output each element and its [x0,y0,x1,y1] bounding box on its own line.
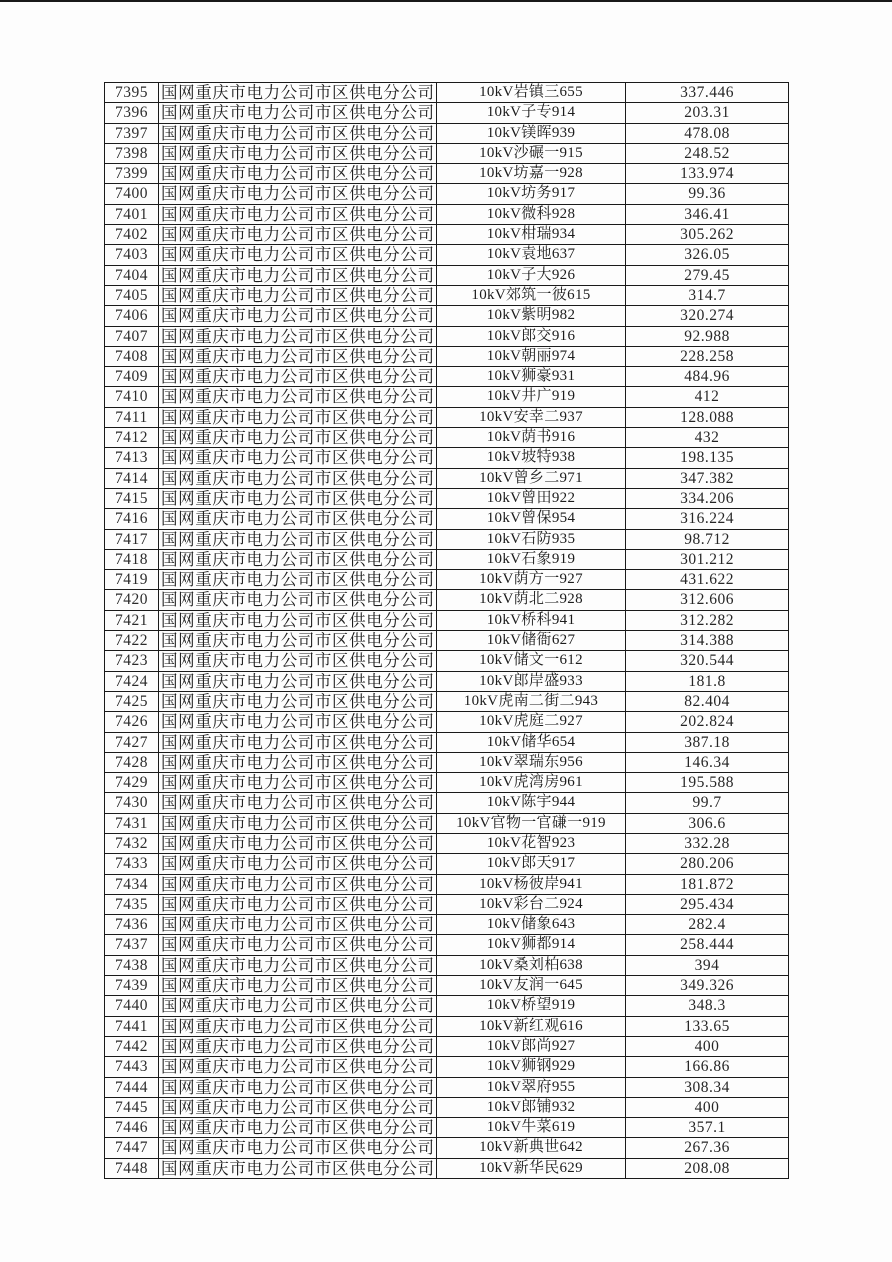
company-name-cell: 国网重庆市电力公司市区供电分公司 [159,894,437,914]
company-name-cell: 国网重庆市电力公司市区供电分公司 [159,123,437,143]
company-name-cell: 国网重庆市电力公司市区供电分公司 [159,773,437,793]
row-id-cell: 7412 [105,428,159,448]
row-id-cell: 7407 [105,326,159,346]
value-cell: 431.622 [626,570,789,590]
line-name-cell: 10kV陈宇944 [437,793,626,813]
company-name-cell: 国网重庆市电力公司市区供电分公司 [159,245,437,265]
company-name-cell: 国网重庆市电力公司市区供电分公司 [159,225,437,245]
row-id-cell: 7398 [105,143,159,163]
table-row [105,691,789,711]
company-name-cell: 国网重庆市电力公司市区供电分公司 [159,428,437,448]
line-name-cell: 10kV官物一官磏一919 [437,813,626,833]
company-name-cell: 国网重庆市电力公司市区供电分公司 [159,367,437,387]
value-cell: 348.3 [626,996,789,1016]
row-id-cell: 7400 [105,184,159,204]
value-cell: 133.974 [626,164,789,184]
value-cell: 166.86 [626,1057,789,1077]
row-id-cell: 7429 [105,773,159,793]
company-name-cell: 国网重庆市电力公司市区供电分公司 [159,103,437,123]
row-id-cell: 7405 [105,285,159,305]
company-name-cell: 国网重庆市电力公司市区供电分公司 [159,488,437,508]
line-name-cell: 10kV新红观616 [437,1016,626,1036]
line-name-cell: 10kV沙碾一915 [437,143,626,163]
line-name-cell: 10kV坊嘉一928 [437,164,626,184]
table-row [105,245,789,265]
line-name-cell: 10kV郎天917 [437,854,626,874]
table-row [105,407,789,427]
company-name-cell: 国网重庆市电力公司市区供电分公司 [159,833,437,853]
value-cell: 394 [626,955,789,975]
company-name-cell: 国网重庆市电力公司市区供电分公司 [159,83,437,103]
row-id-cell: 7445 [105,1097,159,1117]
table-row [105,1097,789,1117]
line-name-cell: 10kV安幸二937 [437,407,626,427]
value-cell: 202.824 [626,712,789,732]
row-id-cell: 7399 [105,164,159,184]
row-id-cell: 7421 [105,610,159,630]
value-cell: 312.606 [626,590,789,610]
line-name-cell: 10kV狮豪931 [437,367,626,387]
value-cell: 478.08 [626,123,789,143]
value-cell: 484.96 [626,367,789,387]
line-name-cell: 10kV朝丽974 [437,346,626,366]
scan-edge-artifact [0,0,892,2]
company-name-cell: 国网重庆市电力公司市区供电分公司 [159,752,437,772]
table-row [105,184,789,204]
line-name-cell: 10kV微科928 [437,204,626,224]
line-name-cell: 10kV郎铺932 [437,1097,626,1117]
line-name-cell: 10kV新典世642 [437,1138,626,1158]
company-name-cell: 国网重庆市电力公司市区供电分公司 [159,793,437,813]
value-cell: 133.65 [626,1016,789,1036]
row-id-cell: 7446 [105,1118,159,1138]
row-id-cell: 7423 [105,651,159,671]
company-name-cell: 国网重庆市电力公司市区供电分公司 [159,955,437,975]
value-cell: 320.274 [626,306,789,326]
table-row [105,651,789,671]
line-name-cell: 10kV郎岸盛933 [437,671,626,691]
table-row [105,1016,789,1036]
table-row [105,732,789,752]
line-name-cell: 10kV虎南二街二943 [437,691,626,711]
line-name-cell: 10kV子专914 [437,103,626,123]
company-name-cell: 国网重庆市电力公司市区供电分公司 [159,387,437,407]
company-name-cell: 国网重庆市电力公司市区供电分公司 [159,874,437,894]
table-row [105,306,789,326]
line-name-cell: 10kV坊务917 [437,184,626,204]
row-id-cell: 7416 [105,509,159,529]
row-id-cell: 7442 [105,1036,159,1056]
row-id-cell: 7406 [105,306,159,326]
value-cell: 208.08 [626,1158,789,1178]
value-cell: 412 [626,387,789,407]
row-id-cell: 7420 [105,590,159,610]
line-name-cell: 10kV牛菜619 [437,1118,626,1138]
row-id-cell: 7425 [105,691,159,711]
row-id-cell: 7395 [105,83,159,103]
value-cell: 128.088 [626,407,789,427]
row-id-cell: 7424 [105,671,159,691]
line-name-cell: 10kV狮钢929 [437,1057,626,1077]
company-name-cell: 国网重庆市电力公司市区供电分公司 [159,143,437,163]
row-id-cell: 7436 [105,915,159,935]
company-name-cell: 国网重庆市电力公司市区供电分公司 [159,1158,437,1178]
table-row [105,225,789,245]
table-row [105,326,789,346]
value-cell: 400 [626,1097,789,1117]
table-row [105,1036,789,1056]
value-cell: 357.1 [626,1118,789,1138]
table-row [105,610,789,630]
line-name-cell: 10kV储衙627 [437,631,626,651]
value-cell: 349.326 [626,976,789,996]
company-name-cell: 国网重庆市电力公司市区供电分公司 [159,306,437,326]
company-name-cell: 国网重庆市电力公司市区供电分公司 [159,1057,437,1077]
table-row [105,285,789,305]
row-id-cell: 7439 [105,976,159,996]
table-row [105,955,789,975]
row-id-cell: 7397 [105,123,159,143]
table-row [105,164,789,184]
company-name-cell: 国网重庆市电力公司市区供电分公司 [159,570,437,590]
value-cell: 301.212 [626,549,789,569]
line-name-cell: 10kV郊筑一彼615 [437,285,626,305]
table-row [105,915,789,935]
company-name-cell: 国网重庆市电力公司市区供电分公司 [159,265,437,285]
company-name-cell: 国网重庆市电力公司市区供电分公司 [159,509,437,529]
company-name-cell: 国网重庆市电力公司市区供电分公司 [159,204,437,224]
table-row [105,712,789,732]
company-name-cell: 国网重庆市电力公司市区供电分公司 [159,549,437,569]
company-name-cell: 国网重庆市电力公司市区供电分公司 [159,407,437,427]
row-id-cell: 7430 [105,793,159,813]
company-name-cell: 国网重庆市电力公司市区供电分公司 [159,651,437,671]
company-name-cell: 国网重庆市电力公司市区供电分公司 [159,1036,437,1056]
table-row [105,793,789,813]
company-name-cell: 国网重庆市电力公司市区供电分公司 [159,935,437,955]
row-id-cell: 7444 [105,1077,159,1097]
company-name-cell: 国网重庆市电力公司市区供电分公司 [159,671,437,691]
value-cell: 82.404 [626,691,789,711]
line-name-cell: 10kV虎庭二927 [437,712,626,732]
company-name-cell: 国网重庆市电力公司市区供电分公司 [159,1016,437,1036]
company-name-cell: 国网重庆市电力公司市区供电分公司 [159,346,437,366]
line-name-cell: 10kV石象919 [437,549,626,569]
table-row [105,631,789,651]
row-id-cell: 7432 [105,833,159,853]
line-name-cell: 10kV虎湾房961 [437,773,626,793]
company-name-cell: 国网重庆市电力公司市区供电分公司 [159,285,437,305]
table-row [105,103,789,123]
row-id-cell: 7435 [105,894,159,914]
line-name-cell: 10kV储象643 [437,915,626,935]
line-name-cell: 10kV桥科941 [437,610,626,630]
line-name-cell: 10kV杨彼岸941 [437,874,626,894]
row-id-cell: 7419 [105,570,159,590]
table-row [105,204,789,224]
value-cell: 228.258 [626,346,789,366]
table-row [105,448,789,468]
row-id-cell: 7447 [105,1138,159,1158]
value-cell: 337.446 [626,83,789,103]
company-name-cell: 国网重庆市电力公司市区供电分公司 [159,164,437,184]
table-row [105,894,789,914]
row-id-cell: 7413 [105,448,159,468]
line-name-cell: 10kV友润一645 [437,976,626,996]
line-name-cell: 10kV坡特938 [437,448,626,468]
company-name-cell: 国网重庆市电力公司市区供电分公司 [159,1077,437,1097]
line-name-cell: 10kV镁晖939 [437,123,626,143]
value-cell: 308.34 [626,1077,789,1097]
value-cell: 316.224 [626,509,789,529]
table-row [105,935,789,955]
table-row [105,590,789,610]
line-name-cell: 10kV石防935 [437,529,626,549]
company-name-cell: 国网重庆市电力公司市区供电分公司 [159,631,437,651]
table-row [105,1057,789,1077]
row-id-cell: 7415 [105,488,159,508]
company-name-cell: 国网重庆市电力公司市区供电分公司 [159,691,437,711]
value-cell: 295.434 [626,894,789,914]
company-name-cell: 国网重庆市电力公司市区供电分公司 [159,712,437,732]
row-id-cell: 7402 [105,225,159,245]
company-name-cell: 国网重庆市电力公司市区供电分公司 [159,1138,437,1158]
value-cell: 248.52 [626,143,789,163]
row-id-cell: 7417 [105,529,159,549]
company-name-cell: 国网重庆市电力公司市区供电分公司 [159,813,437,833]
value-cell: 306.6 [626,813,789,833]
line-name-cell: 10kV子大926 [437,265,626,285]
table-row [105,387,789,407]
row-id-cell: 7431 [105,813,159,833]
table-row [105,773,789,793]
row-id-cell: 7401 [105,204,159,224]
row-id-cell: 7428 [105,752,159,772]
value-cell: 347.382 [626,468,789,488]
table-row [105,671,789,691]
value-cell: 98.712 [626,529,789,549]
value-cell: 326.05 [626,245,789,265]
table-row [105,549,789,569]
row-id-cell: 7410 [105,387,159,407]
row-id-cell: 7404 [105,265,159,285]
power-line-table [104,82,789,1179]
value-cell: 280.206 [626,854,789,874]
row-id-cell: 7396 [105,103,159,123]
line-name-cell: 10kV桑刘柏638 [437,955,626,975]
line-name-cell: 10kV荫北二928 [437,590,626,610]
company-name-cell: 国网重庆市电力公司市区供电分公司 [159,1097,437,1117]
table-row [105,996,789,1016]
row-id-cell: 7403 [105,245,159,265]
company-name-cell: 国网重庆市电力公司市区供电分公司 [159,326,437,346]
row-id-cell: 7411 [105,407,159,427]
row-id-cell: 7448 [105,1158,159,1178]
table-row [105,367,789,387]
value-cell: 99.36 [626,184,789,204]
table-row [105,529,789,549]
table-row [105,570,789,590]
line-name-cell: 10kV郎交916 [437,326,626,346]
company-name-cell: 国网重庆市电力公司市区供电分公司 [159,996,437,1016]
line-name-cell: 10kV荫书916 [437,428,626,448]
line-name-cell: 10kV桥望919 [437,996,626,1016]
value-cell: 332.28 [626,833,789,853]
row-id-cell: 7441 [105,1016,159,1036]
table-body [105,83,789,1179]
line-name-cell: 10kV郎尚927 [437,1036,626,1056]
line-name-cell: 10kV狮都914 [437,935,626,955]
line-name-cell: 10kV曾田922 [437,488,626,508]
line-name-cell: 10kV储文一612 [437,651,626,671]
line-name-cell: 10kV井广919 [437,387,626,407]
value-cell: 282.4 [626,915,789,935]
line-name-cell: 10kV新华民629 [437,1158,626,1178]
company-name-cell: 国网重庆市电力公司市区供电分公司 [159,468,437,488]
row-id-cell: 7418 [105,549,159,569]
line-name-cell: 10kV储华654 [437,732,626,752]
row-id-cell: 7434 [105,874,159,894]
line-name-cell: 10kV花智923 [437,833,626,853]
table-row [105,83,789,103]
value-cell: 195.588 [626,773,789,793]
value-cell: 181.8 [626,671,789,691]
row-id-cell: 7414 [105,468,159,488]
table-row [105,143,789,163]
line-name-cell: 10kV翠瑞东956 [437,752,626,772]
table-row [105,123,789,143]
company-name-cell: 国网重庆市电力公司市区供电分公司 [159,1118,437,1138]
line-name-cell: 10kV曾保954 [437,509,626,529]
line-name-cell: 10kV彩台二924 [437,894,626,914]
line-name-cell: 10kV岩镇三655 [437,83,626,103]
table-row [105,854,789,874]
table-row [105,813,789,833]
line-name-cell: 10kV翠府955 [437,1077,626,1097]
table-row [105,265,789,285]
value-cell: 92.988 [626,326,789,346]
company-name-cell: 国网重庆市电力公司市区供电分公司 [159,529,437,549]
value-cell: 387.18 [626,732,789,752]
company-name-cell: 国网重庆市电力公司市区供电分公司 [159,610,437,630]
value-cell: 314.388 [626,631,789,651]
value-cell: 267.36 [626,1138,789,1158]
table-row [105,509,789,529]
table-row [105,488,789,508]
row-id-cell: 7408 [105,346,159,366]
company-name-cell: 国网重庆市电力公司市区供电分公司 [159,915,437,935]
table-row [105,874,789,894]
value-cell: 305.262 [626,225,789,245]
value-cell: 400 [626,1036,789,1056]
row-id-cell: 7426 [105,712,159,732]
table-row [105,468,789,488]
value-cell: 99.7 [626,793,789,813]
row-id-cell: 7409 [105,367,159,387]
company-name-cell: 国网重庆市电力公司市区供电分公司 [159,976,437,996]
line-name-cell: 10kV袁地637 [437,245,626,265]
line-name-cell: 10kV曾乡二971 [437,468,626,488]
table-row [105,1138,789,1158]
row-id-cell: 7437 [105,935,159,955]
value-cell: 258.444 [626,935,789,955]
value-cell: 203.31 [626,103,789,123]
row-id-cell: 7443 [105,1057,159,1077]
value-cell: 181.872 [626,874,789,894]
row-id-cell: 7422 [105,631,159,651]
value-cell: 320.544 [626,651,789,671]
value-cell: 432 [626,428,789,448]
table-row [105,346,789,366]
value-cell: 346.41 [626,204,789,224]
table-row [105,1158,789,1178]
value-cell: 198.135 [626,448,789,468]
table-row [105,428,789,448]
line-name-cell: 10kV荫方一927 [437,570,626,590]
value-cell: 314.7 [626,285,789,305]
value-cell: 146.34 [626,752,789,772]
table-row [105,1077,789,1097]
value-cell: 279.45 [626,265,789,285]
table-row [105,1118,789,1138]
company-name-cell: 国网重庆市电力公司市区供电分公司 [159,590,437,610]
row-id-cell: 7427 [105,732,159,752]
line-name-cell: 10kV紫明982 [437,306,626,326]
table-row [105,833,789,853]
company-name-cell: 国网重庆市电力公司市区供电分公司 [159,732,437,752]
row-id-cell: 7438 [105,955,159,975]
company-name-cell: 国网重庆市电力公司市区供电分公司 [159,184,437,204]
company-name-cell: 国网重庆市电力公司市区供电分公司 [159,448,437,468]
line-name-cell: 10kV柑瑞934 [437,225,626,245]
company-name-cell: 国网重庆市电力公司市区供电分公司 [159,854,437,874]
table-row [105,752,789,772]
value-cell: 334.206 [626,488,789,508]
value-cell: 312.282 [626,610,789,630]
table-row [105,976,789,996]
row-id-cell: 7440 [105,996,159,1016]
row-id-cell: 7433 [105,854,159,874]
